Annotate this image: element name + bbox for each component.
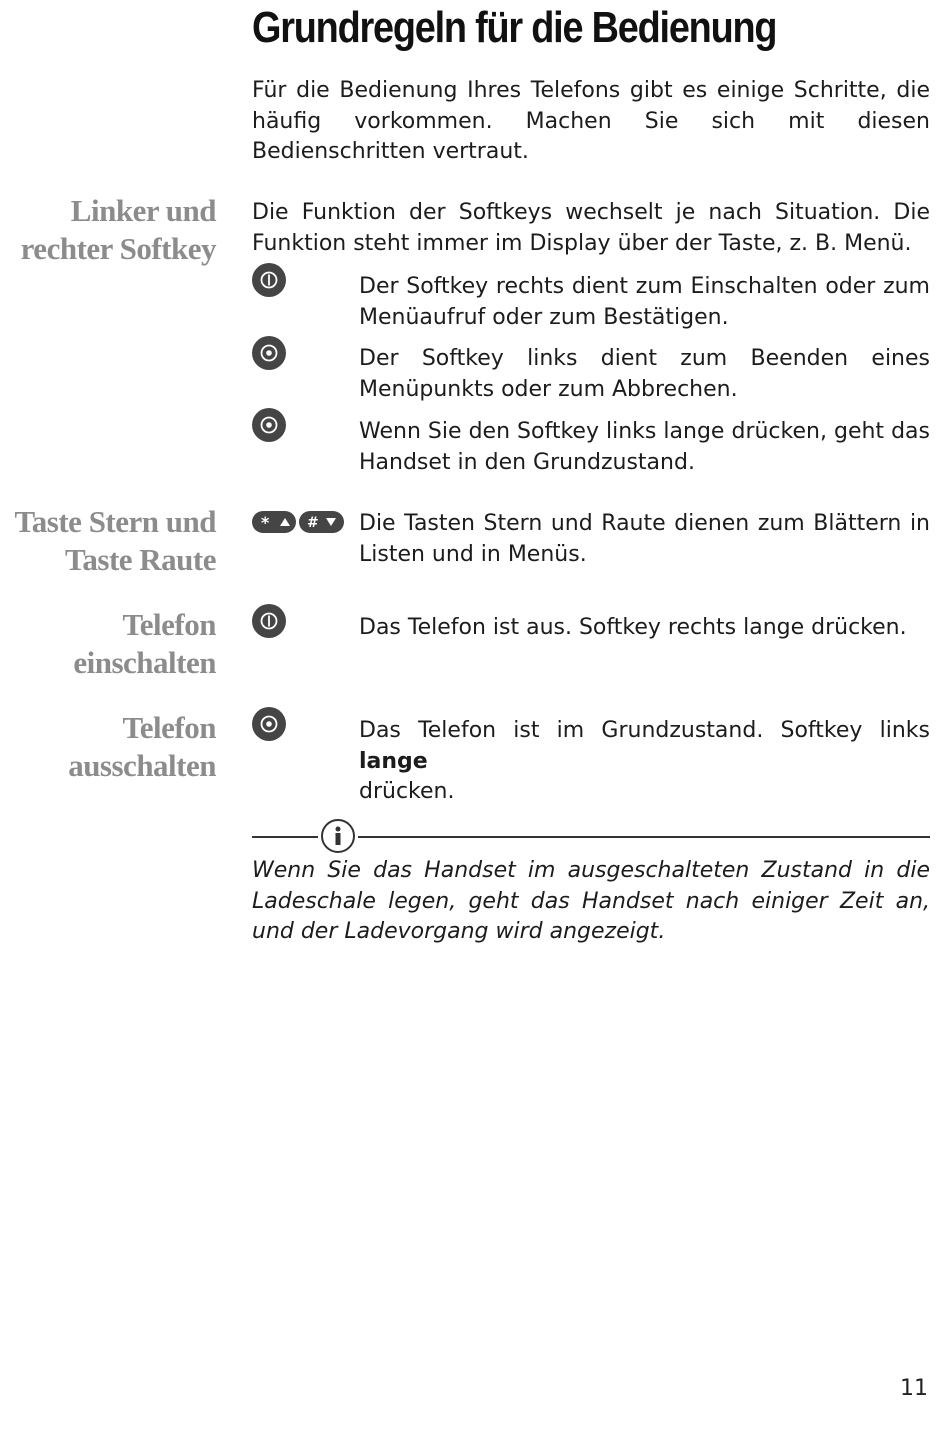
softkey-left-icon: [252, 408, 286, 442]
power-off-text-start: Das Telefon ist im Grundzustand. Softkey links: [359, 718, 930, 743]
power-off-text: [359, 716, 930, 808]
star-key-icon: [252, 511, 296, 533]
info-icon: [321, 819, 355, 853]
step-text: Der Softkey links dient zum Beenden eines Menüpunkts oder zum Abbrechen.: [359, 346, 930, 402]
section-heading-star-hash: [0, 503, 216, 579]
softkeys-description: Die Funktion der Softkeys wechselt je nach Situation. Die Funktion steht immer im Display über der Taste, z. B. Menü.: [252, 200, 930, 256]
section-heading-line: Linker und: [70, 193, 216, 228]
star-hash-text: Die Tasten Stern und Raute dienen zum Blättern in Listen und in Menüs.: [359, 511, 930, 567]
page-title: Grundregeln für die Bedienung: [252, 3, 777, 52]
svg-text:#: #: [307, 515, 319, 531]
info-divider-right: [358, 836, 930, 838]
section-heading-line: einschalten: [73, 645, 216, 680]
emphasis-lange: lange: [359, 748, 428, 774]
section-heading-power-on: [0, 606, 216, 682]
info-divider-left: [252, 836, 318, 838]
step-text: Der Softkey rechts dient zum Einschalten oder zum Menüaufruf oder zum Bestätigen.: [359, 274, 930, 330]
section-heading-softkeys: [0, 192, 216, 268]
softkey-right-icon: [252, 604, 286, 638]
softkey-left-icon: [252, 707, 286, 741]
info-note: Wenn Sie das Handset im ausgeschalteten Zustand in die Ladeschale legen, geht das Handset nach einiger Zeit an, und der Ladevorgang wird angezeigt.: [252, 858, 930, 944]
step-text: Wenn Sie den Softkey links lange drücken, geht das Handset in den Grundzustand.: [359, 419, 930, 475]
intro-paragraph: Für die Bedienung Ihres Telefons gibt es einige Schritte, die häufig vorkommen. Machen Sie sich mit diesen Bedienschritten vertraut.: [252, 78, 930, 164]
softkey-left-icon: [252, 336, 286, 370]
section-heading-power-off: [0, 709, 216, 785]
section-heading-line: ausschalten: [68, 748, 216, 783]
hash-key-icon: [299, 511, 344, 533]
page-number: 11: [900, 1376, 928, 1401]
power-on-text: Das Telefon ist aus. Softkey rechts lange drücken.: [359, 615, 907, 640]
section-heading-line: Telefon: [122, 710, 216, 745]
section-heading-line: rechter Softkey: [20, 231, 216, 266]
section-heading-line: Telefon: [122, 607, 216, 642]
star-hash-keys: [252, 511, 344, 533]
section-heading-line: Taste Raute: [65, 542, 216, 577]
power-off-text-end: drücken.: [359, 779, 455, 804]
section-heading-line: Taste Stern und: [14, 504, 216, 539]
svg-text:*: *: [261, 513, 270, 532]
softkey-right-icon: [252, 263, 286, 297]
